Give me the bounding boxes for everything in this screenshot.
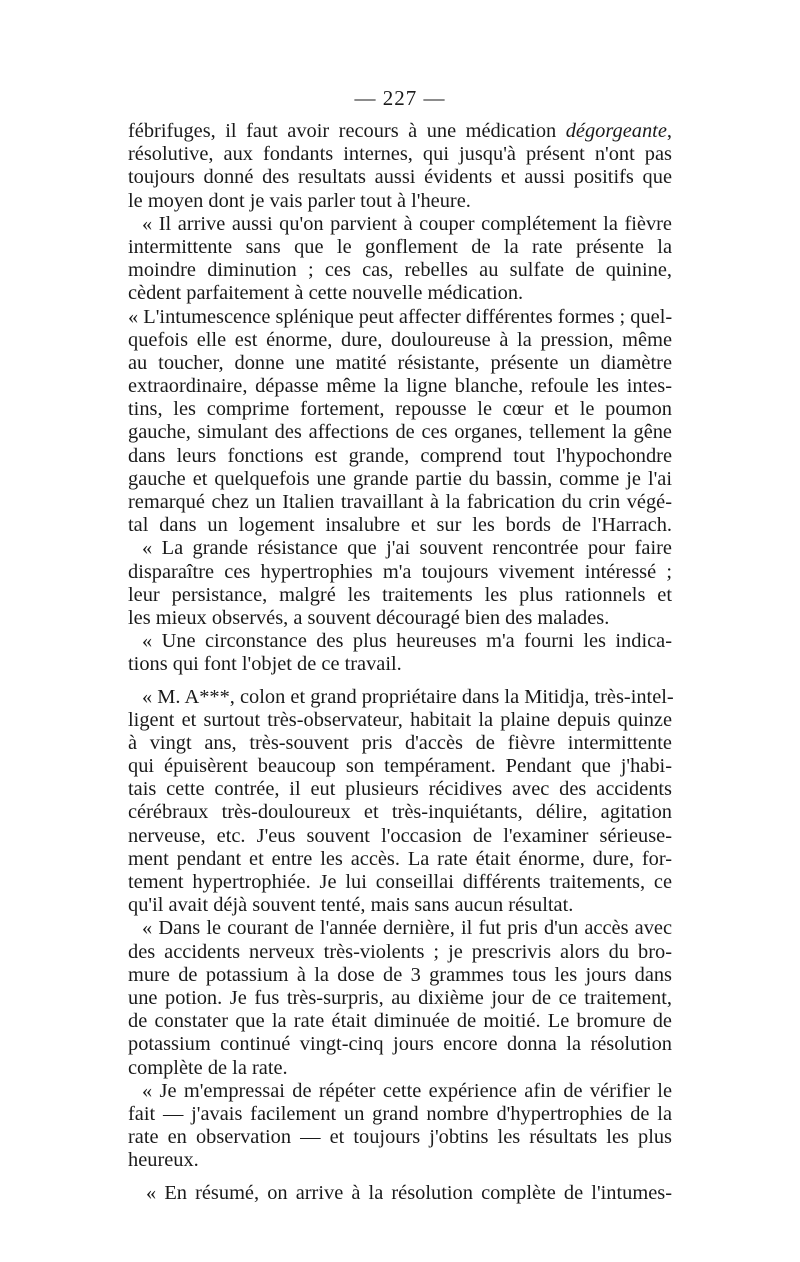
text-line: tions qui font l'objet de ce travail. [128, 653, 402, 676]
text-line: ligent et surtout très-observateur, habitait la plaine depuis quinze [128, 708, 672, 731]
text-line: toujours donné des resultats aussi évidents et aussi positifs que [128, 166, 672, 189]
text-line: nerveuse, etc. J'eus souvent l'occasion de l'examiner sérieuse- [128, 824, 672, 847]
text-line: « Dans le courant de l'année dernière, il fut pris d'un accès avec [142, 917, 672, 940]
text-line: heureux. [128, 1149, 199, 1172]
text-line: « La grande résistance que j'ai souvent rencontrée pour faire [142, 537, 672, 560]
text-line: cérébraux très-douloureux et très-inquiétants, délire, agitation [128, 801, 672, 824]
paragraph [128, 630, 672, 676]
text-line: résolutive, aux fondants internes, qui jusqu'à présent n'ont pas [128, 143, 672, 166]
text-line: une potion. Je fus très-surpris, au dixième jour de ce traitement, [128, 986, 672, 1009]
text-line: disparaître ces hypertrophies m'a toujours vivement intéressé ; [128, 560, 672, 583]
text-line: des accidents nerveux très-violents ; je prescrivis alors du bro- [128, 940, 672, 963]
text-line: fébrifuges, il faut avoir recours à une médication dégorgeante, [128, 120, 672, 142]
text-line: rate en observation — et toujours j'obtins les résultats les plus [128, 1126, 672, 1149]
text-line: tal dans un logement insalubre et sur les bords de l'Harrach. [128, 514, 672, 537]
text-line: « Une circonstance des plus heureuses m'a fourni les indica- [142, 630, 672, 653]
paragraph [128, 213, 672, 306]
text-line: intermittente sans que le gonflement de la rate présente la [128, 235, 672, 258]
page-body [128, 120, 672, 1206]
text-line: moindre diminution ; ces cas, rebelles au sulfate de quinine, [128, 259, 672, 282]
italic-word: dégorgeante [565, 120, 667, 142]
text-line: « L'intumescence splénique peut affecter différentes formes ; quel- [128, 305, 673, 328]
paragraph [128, 120, 672, 213]
text-line: qu'il avait déjà souvent tenté, mais sans aucun résultat. [128, 894, 574, 917]
text-line: le moyen dont je vais parler tout à l'heure. [128, 189, 471, 212]
text-line: les mieux observés, a souvent découragé bien des malades. [128, 606, 610, 629]
paragraph [128, 537, 672, 630]
text-line: « M. A***, colon et grand propriétaire dans la Mitidja, très-intel- [142, 685, 674, 708]
text-line: qui épuisèrent beaucoup son tempérament. Pendant que j'habi- [128, 755, 672, 778]
text-line: fait — j'avais facilement un grand nombre d'hypertrophies de la [128, 1102, 672, 1125]
paragraph [128, 1182, 672, 1205]
text-line: tement hypertrophiée. Je lui conseillai différents traitements, ce [128, 871, 672, 893]
text-line: dans leurs fonctions est grande, comprend tout l'hypochondre [128, 444, 672, 467]
paragraph-gap [128, 1172, 672, 1182]
paragraph [128, 686, 672, 918]
paragraph [128, 306, 672, 538]
text-line: extraordinaire, dépasse même la ligne blanche, refoule les intes- [128, 375, 672, 398]
text-line: tais cette contrée, il eut plusieurs récidives avec des accidents [128, 778, 672, 801]
text-line: leur persistance, malgré les traitements les plus rationnels et [128, 583, 672, 606]
text-line: « Je m'empressai de répéter cette expérience afin de vérifier le [142, 1079, 672, 1102]
text-line: cèdent parfaitement à cette nouvelle médication. [128, 282, 524, 305]
text-line: « En résumé, on arrive à la résolution complète de l'intumes- [146, 1182, 672, 1205]
text-line: ment pendant et entre les accès. La rate était énorme, dure, for- [128, 847, 672, 870]
text-line: à vingt ans, très-souvent pris d'accès de fièvre intermittente [128, 731, 672, 754]
text-line: de constater que la rate était diminuée de moitié. Le bromure de [128, 1010, 672, 1033]
page-number: — 227 — [354, 86, 446, 110]
text-line: potassium continué vingt-cinq jours encore donna la résolution [128, 1033, 672, 1056]
text-line: au toucher, donne une matité résistante, présente un diamètre [128, 351, 672, 374]
text-line: mure de potassium à la dose de 3 grammes tous les jours dans [128, 963, 672, 986]
paragraph-gap [128, 677, 672, 686]
paragraph [128, 1080, 672, 1173]
text-line: gauche et quelquefois une grande partie du bassin, comme je l'ai [128, 467, 672, 490]
text-line: complète de la rate. [128, 1056, 288, 1079]
text-line: remarqué chez un Italien travaillant à la fabrication du crin végé- [128, 491, 672, 513]
text-line: « Il arrive aussi qu'on parvient à couper complétement la fièvre [142, 212, 672, 235]
text-line: quefois elle est énorme, dure, douloureuse à la pression, même [128, 328, 672, 351]
text-line: tins, les comprime fortement, repousse le cœur et le poumon [128, 398, 672, 421]
paragraph [128, 917, 672, 1079]
text-line: gauche, simulant des affections de ces organes, tellement la gêne [128, 421, 672, 444]
